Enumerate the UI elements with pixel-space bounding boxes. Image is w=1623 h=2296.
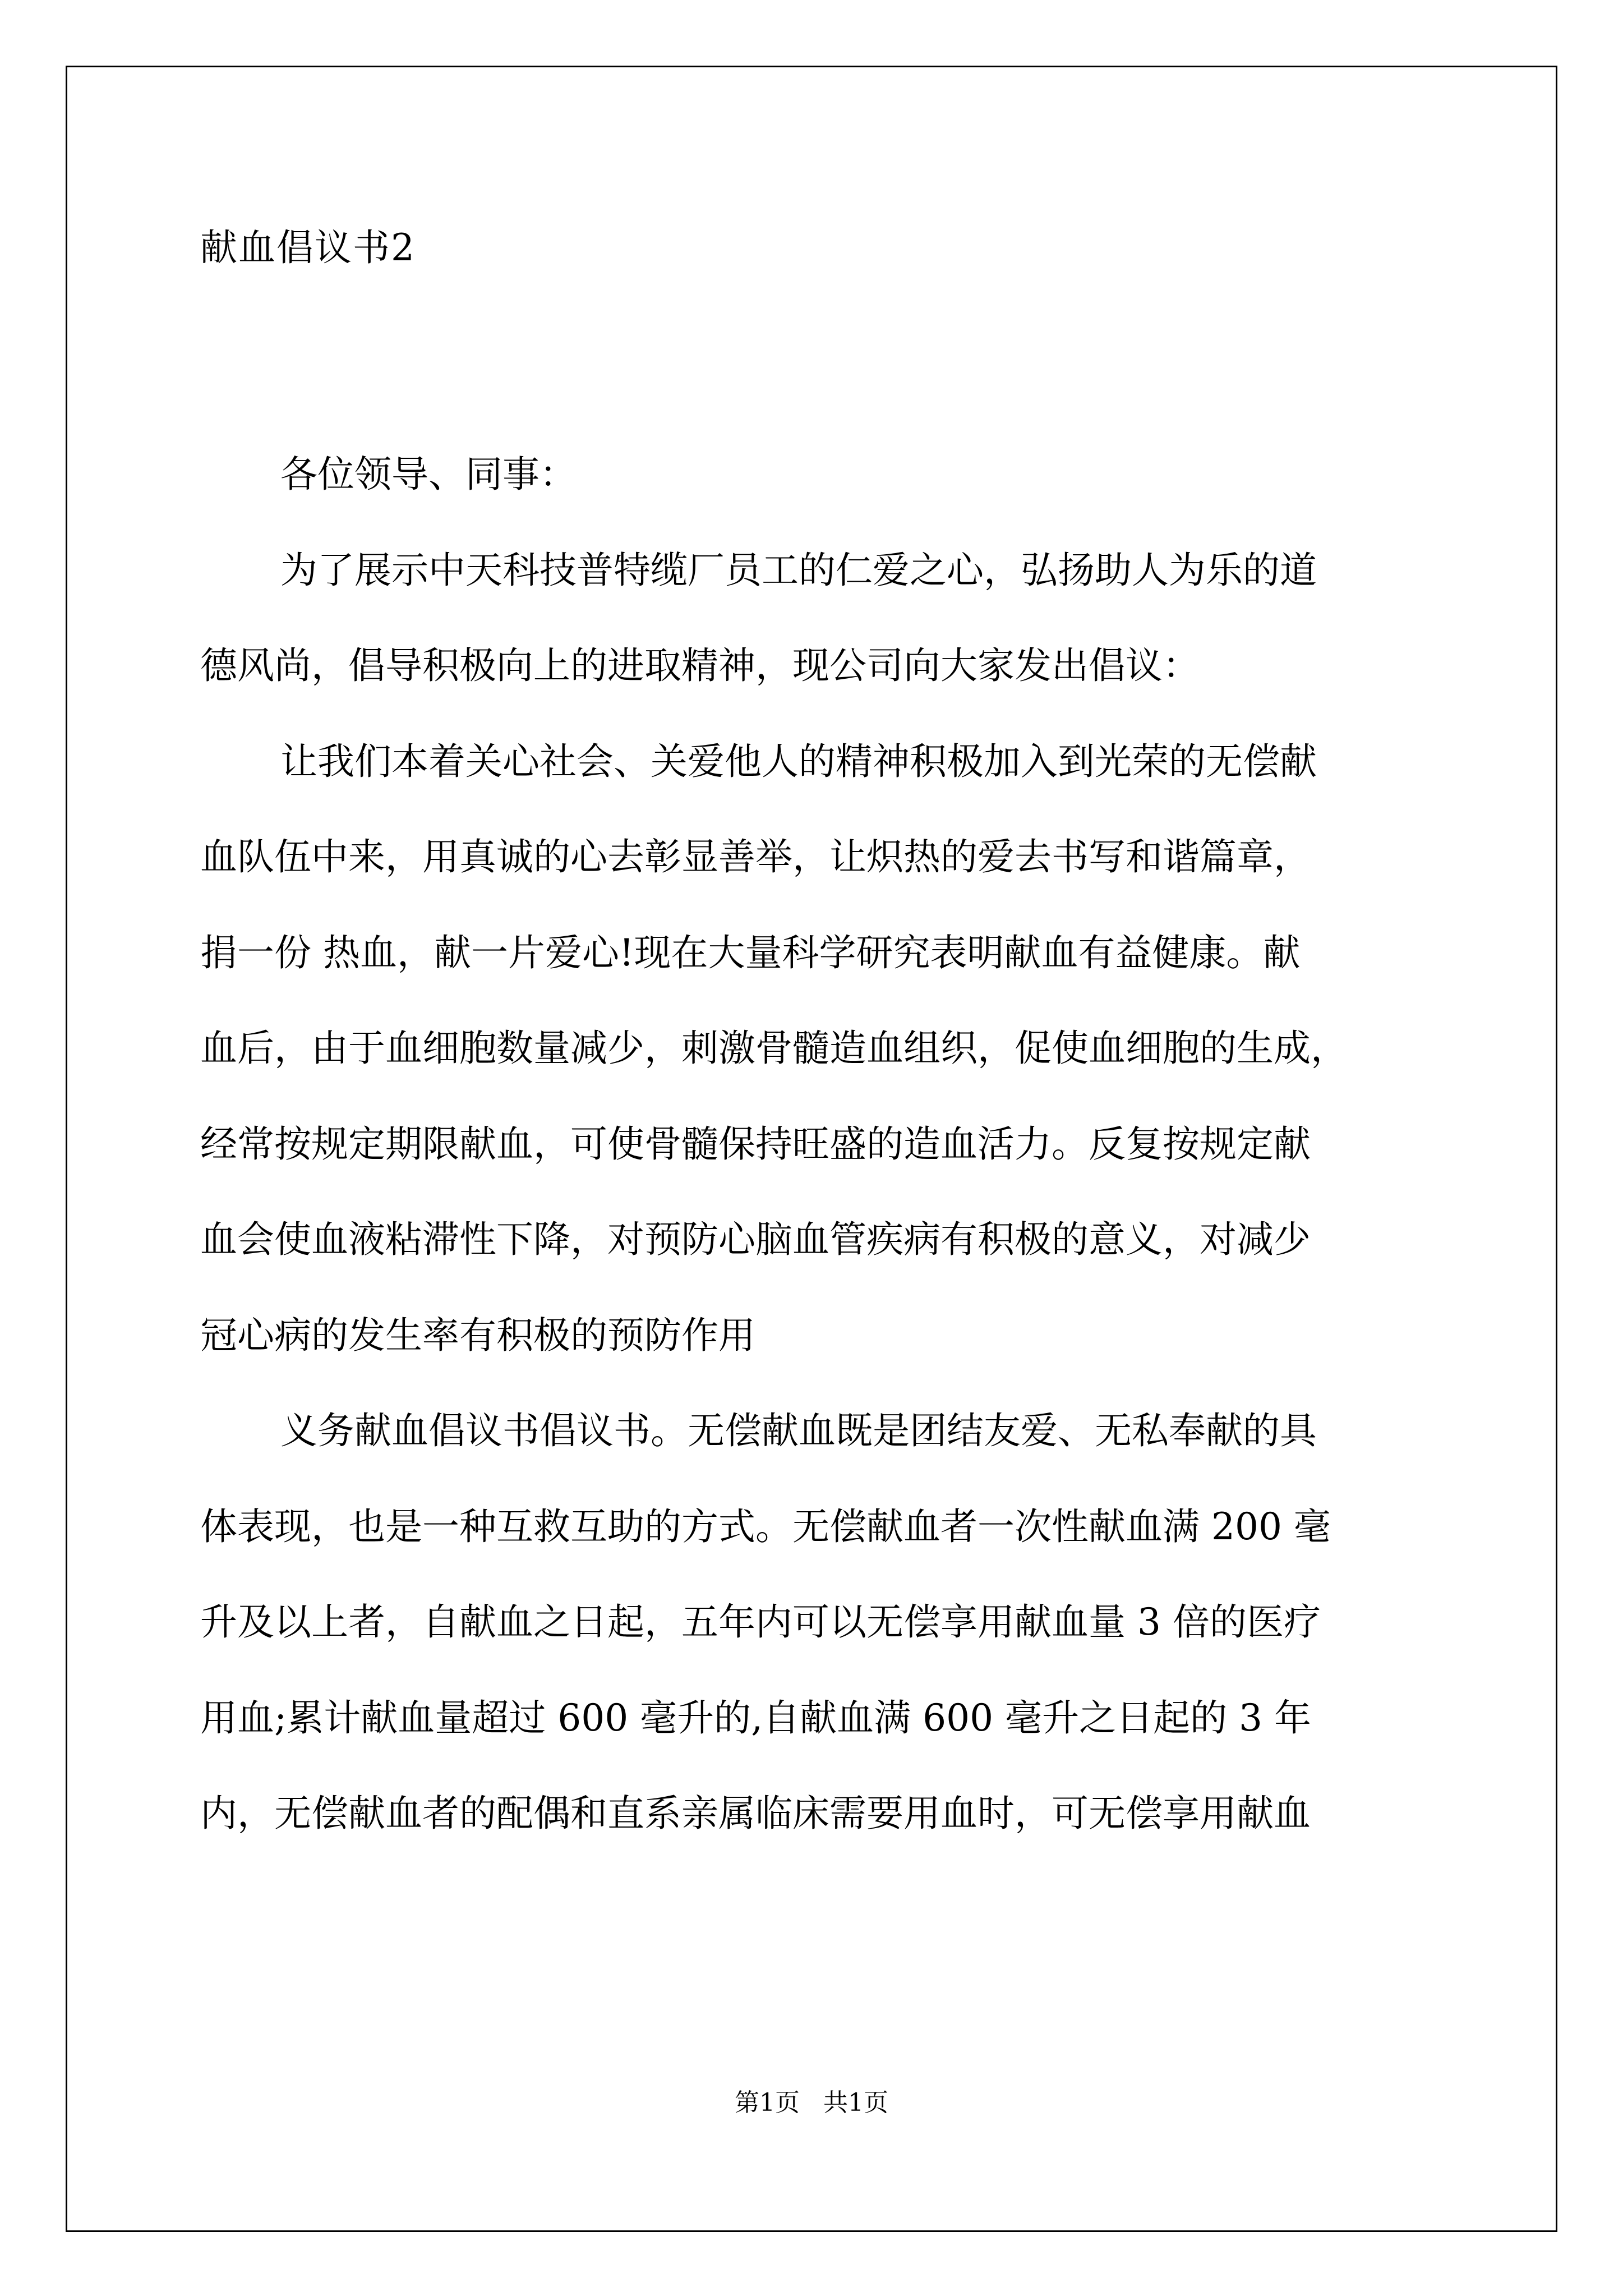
- paragraph-line: 让我们本着关心社会、关爱他人的精神积极加入到光荣的无偿献: [280, 740, 1317, 783]
- paragraph-line: 经常按规定期限献血，可使骨髓保持旺盛的造血活力。反复按规定献: [200, 1122, 1311, 1166]
- paragraph-line: 德风尚，倡导积极向上的进取精神，现公司向大家发出倡议：: [200, 644, 1200, 687]
- paragraph-line: 捐一份 热血，献一片爱心!现在大量科学研究表明献血有益健康。献: [200, 931, 1301, 974]
- paragraph-line: 血队伍中来，用真诚的心去彰显善举，让炽热的爱去书写和谐篇章，: [200, 835, 1311, 878]
- greeting-line: 各位领导、同事：: [280, 453, 577, 496]
- paragraph-line: 血会使血液粘滞性下降，对预防心脑血管疾病有积极的意义，对减少: [200, 1218, 1311, 1261]
- paragraph-line: 为了展示中天科技普特缆厂员工的仁爱之心，弘扬助人为乐的道: [280, 549, 1317, 592]
- paragraph-line: 用血;累计献血量超过 600 毫升的,自献血满 600 毫升之日起的 3 年: [200, 1696, 1312, 1740]
- paragraph-line: 体表现，也是一种互救互助的方式。无偿献血者一次性献血满 200 毫: [200, 1505, 1331, 1548]
- paragraph-line: 内，无偿献血者的配偶和直系亲属临床需要用血时，可无偿享用献血: [200, 1792, 1311, 1835]
- paragraph-line: 升及以上者，自献血之日起，五年内可以无偿享用献血量 3 倍的医疗: [200, 1600, 1321, 1644]
- document-title: 献血倡议书2: [200, 226, 416, 269]
- page-number-footer: 第1页 共1页: [735, 2088, 888, 2117]
- paragraph-line: 义务献血倡议书倡议书。无偿献血既是团结友爱、无私奉献的具: [280, 1409, 1317, 1452]
- paragraph-line: 血后，由于血细胞数量减少，刺激骨髓造血组织，促使血细胞的生成，: [200, 1027, 1348, 1070]
- paragraph-line: 冠心病的发生率有积极的预防作用: [200, 1314, 755, 1357]
